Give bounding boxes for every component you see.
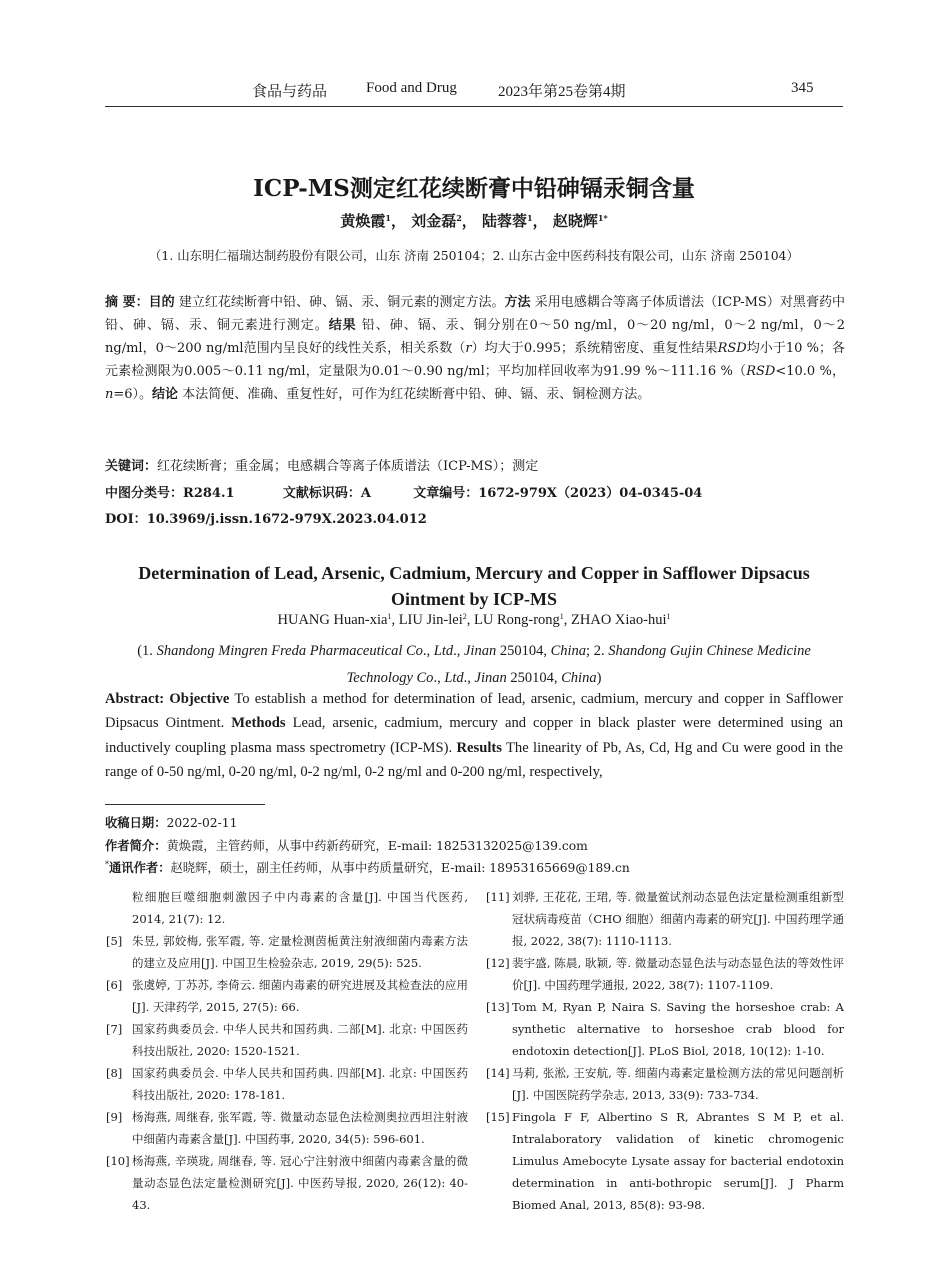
aff-text: China [550, 643, 587, 659]
doi-value: 10.3969/j.issn.1672-979X.2023.04.012 [146, 512, 427, 527]
article-number-value: 1672-979X（2023）04-0345-04 [478, 486, 703, 501]
aff-text: ., [463, 670, 475, 686]
aff-text: Jinan [474, 670, 507, 686]
objective-text: To establish a method for determination of lead, arsenic, cadmium, mercury and copper in Safflower Dipsacus Ointment. [105, 691, 843, 732]
author-sup: 2 [462, 612, 467, 621]
ref-number: [9] [106, 1110, 123, 1124]
aff-text: ; 2. [586, 643, 609, 659]
ref-text: 杨海燕, 周继春, 张军霞, 等. 微量动态显色法检测奥拉西坦注射液中细菌内毒素含量[J]. 中国药事, 2020, 34(5): 596-601. [132, 1110, 468, 1146]
author-sup: 1 [666, 612, 671, 621]
abstract-en [105, 687, 843, 784]
doc-code-value: A [360, 486, 371, 501]
reference-item [486, 996, 844, 1062]
results-text: The linearity of Pb, As, Cd, Hg and Cu were good in the range of 0-50 ng/ml, 0-20 ng/ml, 0-2 ng/ml, 0-2 ng/ml and 0-200 ng/ml, respectively, [105, 739, 844, 780]
affiliation-cn: （1. 山东明仁福瑞达制药股份有限公司，山东 济南 250104；2. 山东古金中医药科技有限公司，山东 济南 250104） [149, 248, 799, 263]
article-number-label: 文章编号： [413, 486, 479, 501]
article-title-cn: ICP-MS测定红花续断膏中铅砷镉汞铜含量 [253, 175, 695, 202]
abstract-cn [105, 291, 845, 406]
results-r: r [465, 341, 472, 357]
author: 陆蓉蓉 [482, 212, 528, 230]
footnote-rule [105, 804, 265, 805]
clc-label: 中图分类号： [105, 486, 184, 501]
keywords [105, 455, 845, 474]
author-sup: 1 [527, 213, 533, 223]
methods-label: 方法 [504, 295, 531, 310]
aff-text: ., [453, 643, 464, 659]
author: 赵晓辉 [552, 212, 598, 230]
author-sep: , [466, 612, 474, 628]
results-n: n [105, 387, 114, 403]
results-rsd: RSD [717, 341, 747, 357]
aff-text: China [561, 670, 597, 686]
ref-text: 朱昱, 郭姣梅, 张军霞, 等. 定量检测茵栀黄注射液细菌内毒素方法的建立及应用[J]. 中国卫生检验杂志, 2019, 29(5): 525. [132, 934, 468, 970]
journal-name-en: Food and Drug [366, 80, 457, 96]
author-sup: 1 [387, 612, 392, 621]
author-bio [105, 836, 588, 854]
ref-number: [10] [106, 1154, 130, 1168]
reference-item [106, 1062, 468, 1106]
ref-text: 国家药典委员会. 中华人民共和国药典. 四部[M]. 北京: 中国医药科技出版社, 2020: 178-181. [132, 1066, 468, 1102]
page-number: 345 [791, 80, 814, 96]
author: LIU Jin-lei [398, 612, 463, 628]
conclusion-label: 结论 [152, 387, 179, 403]
reference-item [486, 952, 844, 996]
author: HUANG Huan-xia [277, 612, 388, 628]
ref-text: 马莉, 张淞, 王安航, 等. 细菌内毒素定量检测方法的常见问题剖析[J]. 中国医院药学杂志, 2013, 33(9): 733-734. [512, 1066, 844, 1102]
aff-text: 250104, [506, 670, 562, 686]
author-bio-text: 黄焕霞，主管药师，从事中药新药研究，E-mail: 18253132025@139.com [166, 839, 588, 853]
objective-label: 目的 [148, 295, 175, 310]
reference-item [106, 974, 468, 1018]
results-text: =6）。 [113, 387, 153, 403]
methods-label: Methods [231, 715, 286, 732]
ref-text: 刘骅, 王花花, 王珺, 等. 微量鲎试剂动态显色法定量检测重组新型冠状病毒疫苗（CHO 细胞）细菌内毒素的研究[J]. 中国药理学通报, 2022, 38(7): 1110-1113. [512, 890, 844, 948]
doi-label: DOI： [105, 512, 147, 527]
ref-text: 粒细胞巨噬细胞刺激因子中内毒素的含量[J]. 中国当代医药, 2014, 21(7): 12. [132, 890, 468, 926]
aff-text: Ltd [433, 643, 454, 659]
reference-item [486, 1106, 844, 1216]
ref-number: [12] [486, 956, 510, 970]
author: ZHAO Xiao-hui [571, 612, 667, 628]
doi-line [105, 508, 845, 527]
methods-text: 采用电感耦合等离子体质谱法（ICP-MS）对黑膏药中铅、砷、镉、汞、铜元素进行测定。 [105, 295, 845, 334]
ref-number: [6] [106, 978, 123, 992]
aff-text: ., [433, 670, 445, 686]
ref-text: Fingola F F, Albertino S R, Abrantes S M P, et al. Intralaboratory validation of kinetic chromogenic Limulus Amebocyte Lysate assay for bacterial endotoxin determination in anti-bothropic serum[J]. J Pharm Biomed Anal, 2013, 85(8): 93-98. [512, 1110, 844, 1212]
reference-item [106, 1150, 468, 1216]
results-text: ）均大于0.995；系统精密度、重复性结果 [471, 341, 718, 357]
ref-number: [8] [106, 1066, 123, 1080]
author-sup: 1 [559, 612, 564, 621]
author-list-cn [105, 210, 843, 231]
references-right [486, 886, 844, 1216]
journal-issue: 2023年第25卷第4期 [498, 84, 626, 100]
ref-text: 国家药典委员会. 中华人民共和国药典. 二部[M]. 北京: 中国医药科技出版社, 2020: 1520-1521. [132, 1022, 468, 1058]
ref-number: [11] [486, 890, 510, 904]
ref-text: 张虞婷, 丁苏苏, 李倚云. 细菌内毒素的研究进展及其检查法的应用[J]. 天津药学, 2015, 27(5): 66. [132, 978, 468, 1014]
aff-text: (1. [137, 643, 157, 659]
objective-text: 建立红花续断膏中铅、砷、镉、汞、铜元素的测定方法。 [178, 295, 505, 310]
results-label: 结果 [328, 318, 357, 334]
author-sep: ， [532, 212, 548, 230]
author: LU Rong-rong [473, 612, 560, 628]
author: 黄焕霞 [340, 212, 386, 230]
conclusion-text: 本法简便、准确、重复性好，可作为红花续断膏中铅、砷、镉、汞、铜检测方法。 [182, 387, 651, 403]
journal-name-cn: 食品与药品 [252, 84, 328, 100]
author-sep: ， [461, 212, 477, 230]
author: 刘金磊 [411, 212, 457, 230]
received-label: 收稿日期： [105, 815, 167, 830]
aff-text: Jinan [464, 643, 497, 659]
classification-line [105, 482, 845, 501]
ref-number: [5] [106, 934, 123, 948]
ref-text: 杨海燕, 辛瑛珑, 周继春, 等. 冠心宁注射液中细菌内毒素含量的微量动态显色法定量检测研究[J]. 中医药导报, 2020, 26(12): 40-43. [132, 1154, 468, 1212]
corr-label: 通讯作者： [109, 860, 171, 875]
received-value: 2022-02-11 [166, 816, 238, 830]
reference-item [106, 1106, 468, 1150]
header-rule [105, 106, 843, 107]
article-title-en: Determination of Lead, Arsenic, Cadmium, Mercury and Copper in Safflower Dipsacus Ointment by ICP-MS [138, 563, 810, 609]
ref-text: 裴宇盛, 陈晨, 耿颖, 等. 微量动态显色法与动态显色法的等效性评价[J]. 中国药理学通报, 2022, 38(7): 1107-1109. [512, 956, 844, 992]
reference-item [106, 1018, 468, 1062]
ref-number: [13] [486, 1000, 510, 1014]
aff-text: Ltd [444, 670, 464, 686]
aff-text: ., [422, 643, 434, 659]
keywords-label: 关键词： [105, 459, 158, 474]
objective-label: Objective [169, 691, 230, 707]
ref-number: [7] [106, 1022, 123, 1036]
ref-number: [14] [486, 1066, 510, 1080]
abstract-label: Abstract: [105, 691, 165, 707]
author-sep: , [563, 612, 572, 628]
results-text: 均小于10 %；各元素检测限为0.005～0.11 ng/ml，定量限为0.01～0.90 ng/ml；平均加样回收率为91.99 %～111.16 %（ [105, 341, 845, 380]
aff-text: Shandong Gujin Chinese Medicine Technology Co [346, 643, 811, 686]
author-sep: , [391, 612, 399, 628]
abstract-label: 摘 要： [105, 295, 149, 310]
results-rsd: RSD [746, 364, 776, 380]
methods-text: Lead, arsenic, cadmium, mercury and copper in black plaster were determined using an inductively coupling plasma mass spectrometry (ICP-MS). [105, 715, 843, 756]
ref-text: Tom M, Ryan P, Naira S. Saving the horseshoe crab: A synthetic alternative to horseshoe crab blood for endotoxin detection[J]. PLoS Biol, 2018, 10(12): 1-10. [512, 1000, 844, 1058]
author-sup: 1* [597, 213, 608, 223]
ref-number: [15] [486, 1110, 510, 1124]
aff-text: 250104, [496, 643, 551, 659]
clc-value: R284.1 [183, 486, 235, 501]
results-text: <10.0 %， [775, 364, 846, 380]
reference-item [486, 1062, 844, 1106]
author-list-en [105, 612, 843, 629]
affiliation-en [105, 638, 843, 692]
results-text: 铅、砷、镉、汞、铜分别在0～50 ng/ml，0～20 ng/ml，0～2 ng/ml，0～2 ng/ml，0～200 ng/ml范围内呈良好的线性关系，相关系数（ [105, 318, 845, 357]
reference-item [106, 930, 468, 974]
corr-mark: * [105, 860, 109, 869]
doc-code-label: 文献标识码： [282, 486, 361, 501]
keywords-text: 红花续断膏；重金属；电感耦合等离子体质谱法（ICP-MS）；测定 [157, 459, 539, 474]
reference-item [106, 886, 468, 930]
corresponding-author [105, 858, 630, 876]
references-left [106, 886, 468, 1216]
results-label: Results [456, 739, 502, 756]
corr-text: 赵晓辉，硕士，副主任药师，从事中药质量研究，E-mail: 18953165669@189.cn [170, 861, 630, 875]
author-sup: 2 [456, 213, 462, 223]
aff-text: Shandong Mingren Freda Pharmaceutical Co [156, 643, 423, 659]
reference-item [486, 886, 844, 952]
author-sep: ， [390, 212, 406, 230]
author-bio-label: 作者简介： [105, 838, 167, 853]
received-date [105, 813, 237, 831]
author-sup: 1 [385, 213, 391, 223]
aff-text: ) [596, 670, 602, 686]
